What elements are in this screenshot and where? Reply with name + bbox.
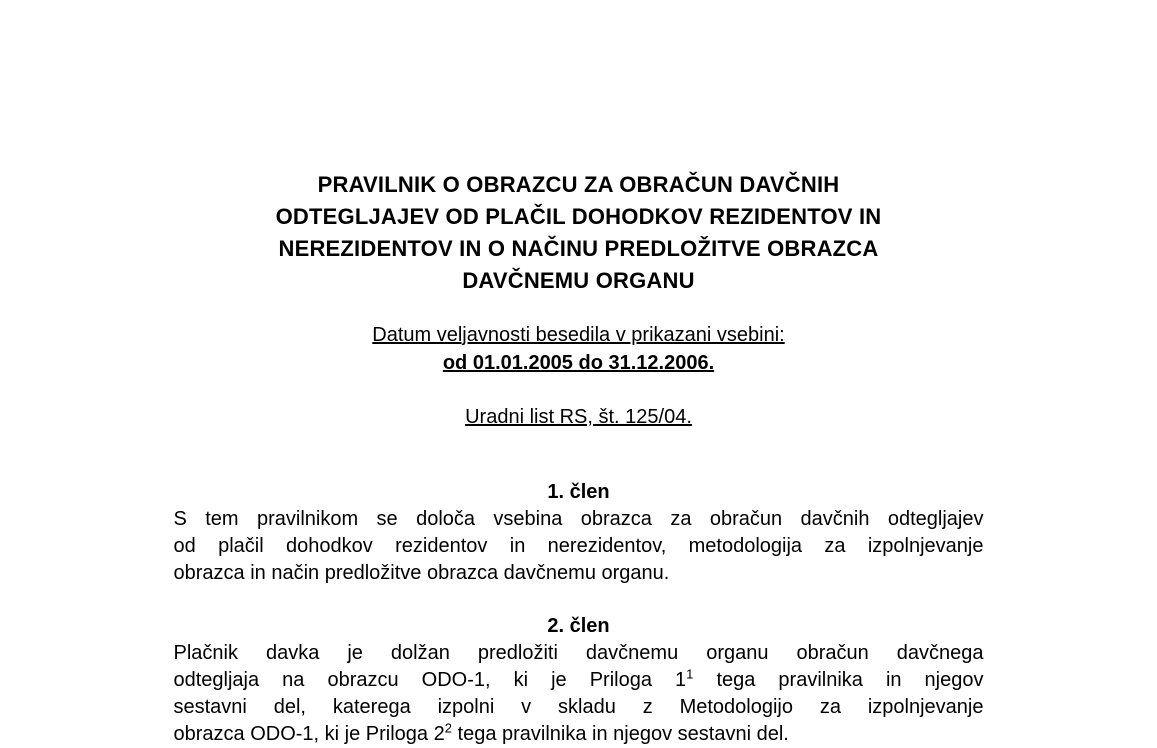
validity-note-label	[174, 321, 984, 349]
article-2-heading: 2. člen	[547, 615, 610, 637]
article-2	[174, 613, 984, 748]
validity-note-label-text: Datum veljavnosti besedila v prikazani vsebini:	[372, 324, 785, 346]
document-title-line: DAVČNEMU ORGANU	[462, 268, 695, 293]
article-2-body-line	[174, 694, 984, 721]
article-1-body-line	[174, 533, 984, 560]
article-2-body-line	[174, 721, 984, 748]
body-text: obrazca ODO-1, ki je Priloga 2	[173, 723, 445, 745]
body-text: sestavni del, katerega izpolni v skladu z Metodologijo za izpolnjevanje	[173, 696, 984, 718]
body-text: tega pravilnika in njegov	[693, 669, 984, 691]
article-1	[174, 479, 984, 587]
document-title	[174, 169, 984, 297]
body-text: odtegljaja na obrazcu ODO-1, ki je Priloga 1	[173, 669, 687, 691]
document-page	[174, 0, 984, 748]
validity-note	[174, 321, 984, 377]
body-text: tega pravilnika in njegov sestavni del.	[451, 723, 789, 745]
gazette-reference	[174, 403, 984, 431]
document-title-line: NEREZIDENTOV IN O NAČINU PREDLOŽITVE OBRAZCA	[278, 236, 879, 261]
article-1-body	[174, 506, 984, 587]
body-text: S tem pravilnikom se določa vsebina obrazca za obračun davčnih odtegljajev	[173, 508, 984, 530]
article-2-body	[174, 640, 984, 748]
article-2-body-line	[174, 667, 984, 694]
validity-date-range-text: od 01.01.2005 do 31.12.2006.	[442, 352, 715, 374]
body-text: Plačnik davka je dolžan predložiti davčnemu organu obračun davčnega	[173, 642, 984, 664]
article-1-heading: 1. člen	[547, 481, 610, 503]
article-2-body-line	[174, 640, 984, 667]
footnote-ref-2: 2	[444, 720, 452, 736]
article-1-body-line	[174, 560, 984, 587]
body-text: od plačil dohodkov rezidentov in nerezidentov, metodologija za izpolnjevanje	[173, 535, 984, 557]
article-1-body-line	[174, 506, 984, 533]
footnote-ref-1: 1	[686, 666, 694, 682]
body-text: obrazca in način predložitve obrazca davčnemu organu.	[173, 562, 670, 584]
validity-date-range	[174, 349, 984, 377]
document-title-line: PRAVILNIK O OBRAZCU ZA OBRAČUN DAVČNIH	[317, 172, 840, 197]
gazette-reference-text: Uradni list RS, št. 125/04.	[465, 406, 692, 428]
document-title-line: ODTEGLJAJEV OD PLAČIL DOHODKOV REZIDENTOV IN	[275, 204, 882, 229]
